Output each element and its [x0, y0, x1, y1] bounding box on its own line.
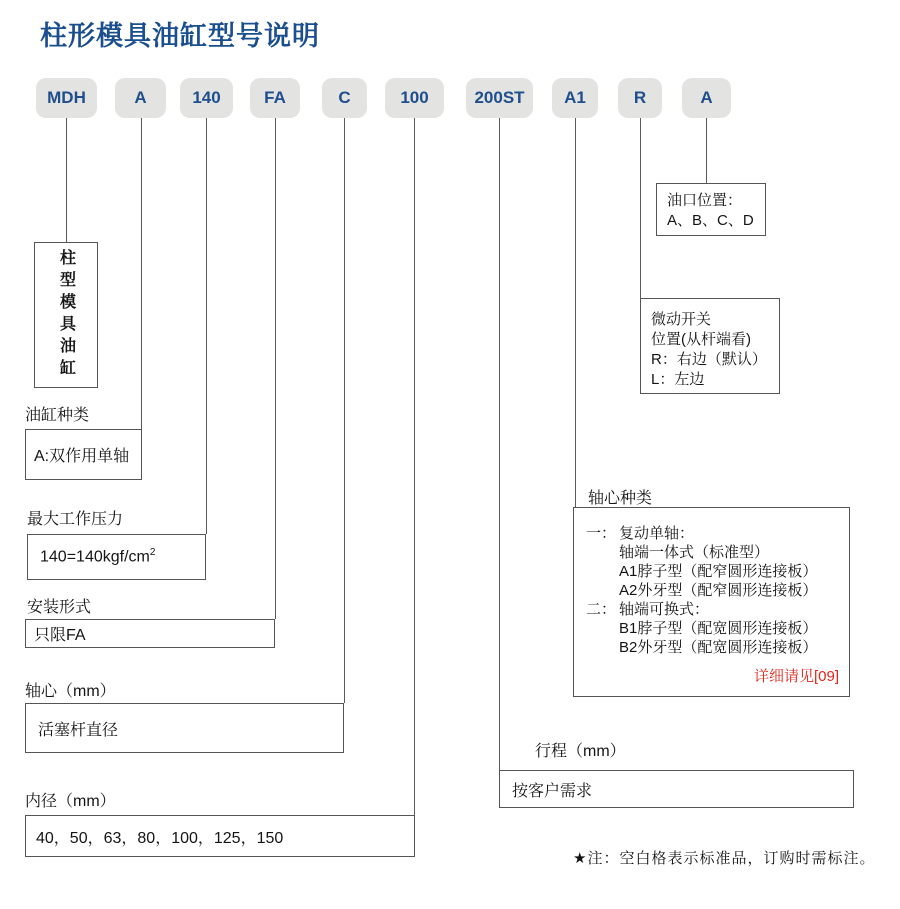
shaft-kind-item — [586, 619, 841, 638]
shaft-kind-item — [586, 524, 841, 543]
shaft-kind-item — [586, 581, 841, 600]
micro-switch-line3: R：右边（默认） — [651, 351, 767, 368]
shaft-value: 活塞杆直径 — [38, 721, 119, 739]
mount-value: 只限FA — [34, 627, 86, 644]
shaft-kind-item — [586, 638, 841, 657]
code-box-c: C — [322, 78, 367, 118]
port-position-line2: A、B、C、D — [667, 212, 754, 229]
pressure-superscript: 2 — [149, 547, 156, 559]
bore-label: 内径（mm） — [25, 793, 116, 810]
item-text: 轴端一体式（标准型） — [619, 544, 770, 561]
micro-switch-box — [640, 298, 780, 394]
micro-switch-line4: L：左边 — [651, 371, 705, 388]
port-position-box — [656, 183, 766, 236]
connector-line-mdh — [66, 118, 67, 242]
see-more-reference: 详细请见[09] — [753, 668, 839, 685]
micro-switch-line1: 微动开关 — [651, 311, 712, 328]
shaft-kind-label: 轴心种类 — [588, 490, 653, 507]
connector-line-aport — [706, 118, 707, 183]
port-position-line1: 油口位置： — [667, 192, 743, 209]
stroke-box — [499, 770, 854, 808]
code-box-100: 100 — [385, 78, 444, 118]
item-prefix — [586, 638, 619, 657]
item-text: 轴端可换式： — [619, 601, 710, 618]
connector-line-r — [640, 118, 641, 298]
shaft-label: 轴心（mm） — [25, 683, 116, 700]
product-type-box — [34, 242, 98, 388]
shaft-kind-item — [586, 543, 841, 562]
item-prefix — [586, 543, 619, 562]
connector-line-100 — [414, 118, 415, 815]
footnote: ★注：空白格表示标准品，订购时需标注。 — [573, 850, 876, 867]
item-text: B1脖子型（配宽圆形连接板） — [619, 620, 818, 637]
code-box-a: A — [115, 78, 166, 118]
mount-label: 安装形式 — [27, 599, 92, 616]
micro-switch-line2: 位置(从杆端看) — [651, 331, 751, 348]
pressure-label: 最大工作压力 — [27, 511, 124, 528]
code-box-a-port: A — [682, 78, 731, 118]
connector-line-140 — [206, 118, 207, 534]
mount-box — [25, 619, 275, 648]
connector-line-fa — [275, 118, 276, 619]
item-prefix: 一： — [586, 525, 617, 542]
connector-line-a — [141, 118, 142, 429]
item-text: A1脖子型（配窄圆形连接板） — [619, 563, 818, 580]
connector-line-200st — [499, 118, 500, 770]
stroke-value: 按客户需求 — [512, 782, 593, 800]
code-box-200st: 200ST — [466, 78, 533, 118]
pressure-box — [27, 534, 206, 580]
item-prefix — [586, 562, 619, 581]
pressure-value: $140=140kgf/cm^2$ — [40, 547, 156, 566]
bore-box — [25, 815, 415, 857]
page-title: 柱形模具油缸型号说明 — [40, 21, 320, 51]
shaft-kind-item — [586, 562, 841, 581]
code-box-fa: FA — [250, 78, 300, 118]
item-prefix: 二： — [586, 601, 617, 618]
item-text: B2外牙型（配宽圆形连接板） — [619, 639, 818, 656]
shaft-box — [25, 703, 344, 753]
item-prefix — [586, 581, 619, 600]
bore-value: 40，50，63，80，100，125，150 — [36, 829, 284, 847]
code-box-mdh: MDH — [36, 78, 97, 118]
shaft-kind-item — [586, 600, 841, 619]
product-type-text: 柱型模具油缸 — [57, 249, 75, 381]
item-text: 复动单轴： — [619, 525, 695, 542]
item-prefix — [586, 619, 619, 638]
code-box-140: 140 — [180, 78, 233, 118]
stroke-label: 行程（mm） — [535, 743, 626, 760]
shaft-kind-box — [573, 507, 850, 697]
item-text: A2外牙型（配窄圆形连接板） — [619, 582, 818, 599]
cylinder-kind-label: 油缸种类 — [25, 407, 90, 424]
cylinder-kind-box — [25, 429, 142, 480]
code-box-r: R — [618, 78, 662, 118]
connector-line-c — [344, 118, 345, 703]
code-box-a1: A1 — [552, 78, 598, 118]
connector-line-a1 — [575, 118, 576, 507]
cylinder-kind-value: A:双作用单轴 — [34, 448, 130, 465]
